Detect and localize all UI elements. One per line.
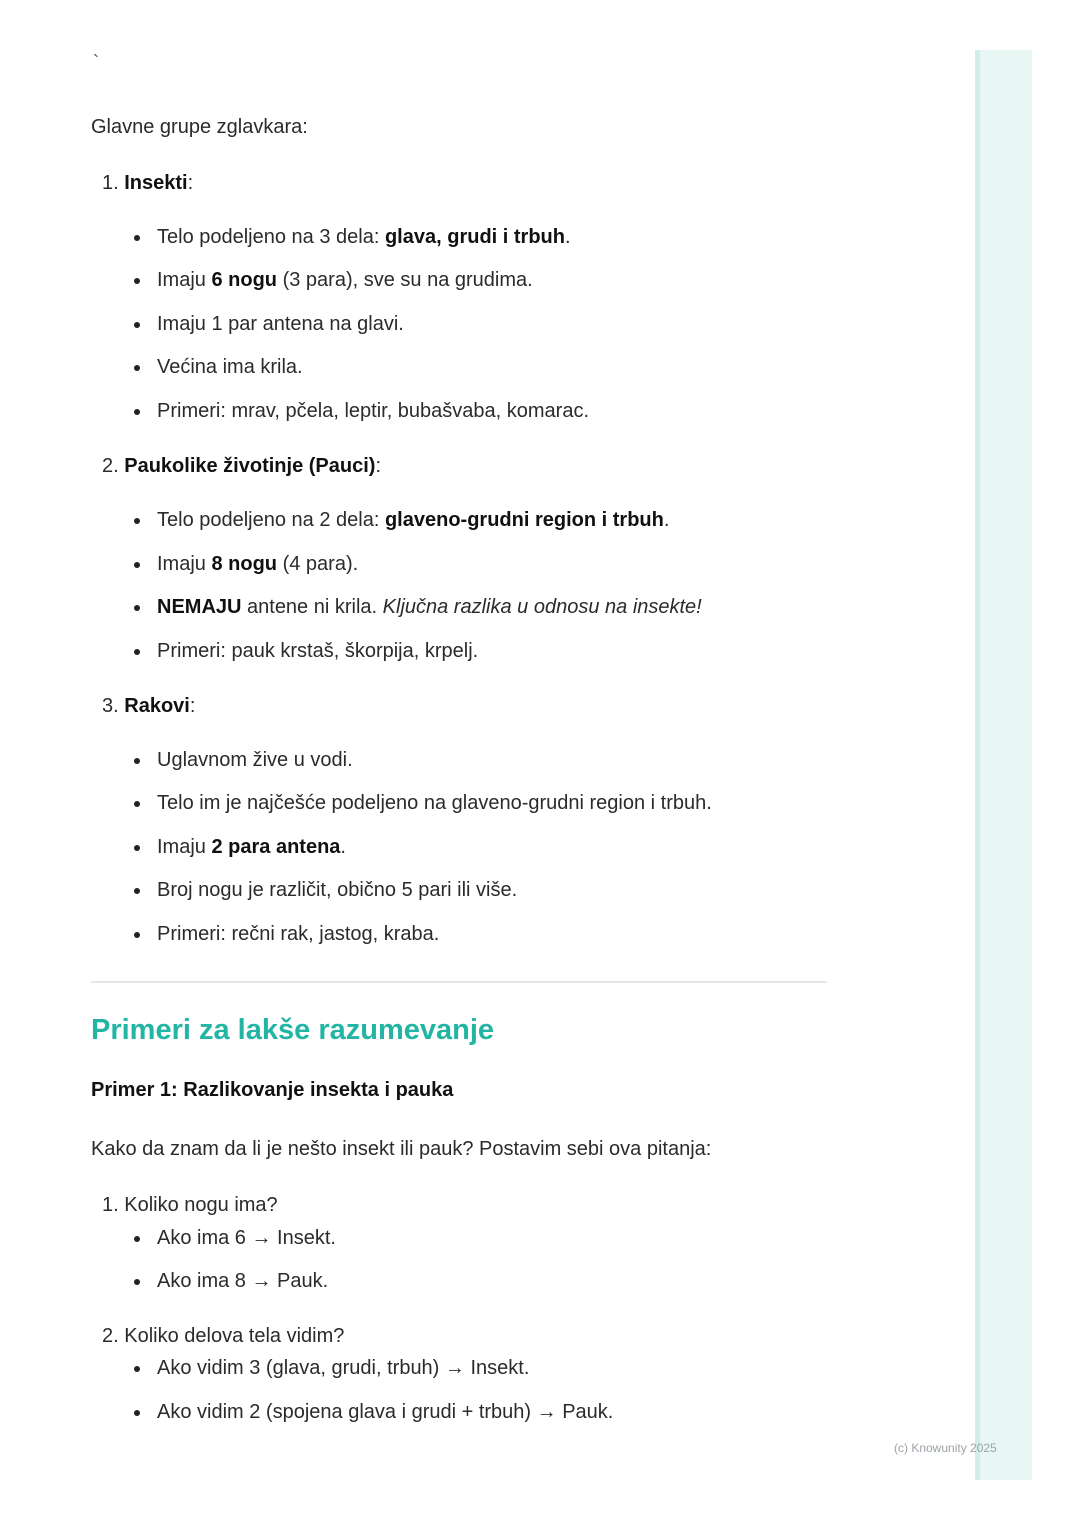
list-item: Uglavnom žive u vodi. (157, 749, 353, 771)
bullet-icon (134, 1410, 140, 1416)
list-item: Većina ima krila. (157, 356, 303, 378)
bullet-icon (134, 235, 140, 241)
item-text-post: (4 para). (277, 553, 359, 575)
list-item: Imaju 1 par antena na glavi. (157, 313, 404, 335)
item-italic-note: Ključna razlika u odnosu na insekte! (382, 596, 702, 618)
bullet-icon (134, 605, 140, 611)
group-3-heading (102, 695, 195, 718)
answer-item: Ako vidim 2 (spojena glava i grudi + trbuh) → Pauk. (157, 1401, 614, 1423)
bullet-icon (134, 1279, 140, 1285)
group-1-heading (102, 172, 193, 195)
item-bold: 2 para antena (211, 836, 341, 858)
item-text: Telo podeljeno na 2 dela: (157, 509, 385, 531)
group-2-colon: : (375, 455, 381, 477)
bullet-icon (134, 932, 140, 938)
side-panel (975, 50, 1032, 1480)
item-bold: glava, grudi i trbuh (384, 226, 565, 248)
example-intro: Kako da znam da li je nešto insekt ili pauk? Postavim sebi ova pitanja: (91, 1138, 712, 1160)
question-2 (102, 1325, 344, 1348)
group-2-title: Paukolike životinje (Pauci) (124, 455, 376, 477)
item-bold: 6 nogu (211, 269, 278, 291)
list-item (157, 596, 702, 619)
item-bold: glaveno-grudni region i trbuh (384, 509, 664, 531)
bullet-icon (134, 562, 140, 568)
group-1-number: 1. (102, 172, 119, 194)
list-item (157, 509, 669, 532)
item-text: Imaju (157, 269, 212, 291)
question-1 (102, 1194, 278, 1217)
bullet-icon (134, 365, 140, 371)
item-text: Imaju (157, 836, 212, 858)
item-text: Imaju (157, 553, 212, 575)
group-3-number: 3. (102, 695, 119, 717)
section-title: Primeri za lakše razumevanje (91, 1014, 495, 1046)
item-bold: NEMAJU (157, 596, 242, 618)
bullet-icon (134, 322, 140, 328)
bullet-icon (134, 278, 140, 284)
question-1-number: 1. (102, 1194, 119, 1216)
side-panel-edge (975, 50, 980, 1480)
list-item (157, 553, 358, 576)
group-2-number: 2. (102, 455, 119, 477)
bullet-icon (134, 518, 140, 524)
backtick-mark: ` (93, 52, 99, 72)
question-2-number: 2. (102, 1325, 119, 1347)
group-1-title: Insekti (124, 172, 188, 194)
group-1-colon: : (187, 172, 194, 194)
item-text-post: (3 para), sve su na grudima. (277, 269, 533, 291)
intro-text: Glavne grupe zglavkara: (91, 116, 308, 138)
list-item: Telo im je najčešće podeljeno na glaveno-grudni region i trbuh. (157, 792, 712, 814)
list-item: Primeri: mrav, pčela, leptir, bubašvaba, komarac. (157, 400, 590, 422)
group-3-title: Rakovi (124, 695, 190, 717)
bullet-icon (134, 409, 140, 415)
item-text-post: . (340, 836, 346, 858)
copyright-footer: (c) Knowunity 2025 (894, 1441, 997, 1455)
answer-item: Ako ima 6 → Insekt. (157, 1227, 336, 1249)
list-item (157, 226, 571, 249)
bullet-icon (134, 649, 140, 655)
section-divider (91, 981, 827, 983)
item-bold: 8 nogu (211, 553, 278, 575)
item-text: Telo podeljeno na 3 dela: (157, 226, 385, 248)
list-item (157, 836, 346, 859)
list-item (157, 269, 533, 292)
group-3-colon: : (189, 695, 196, 717)
list-item: Primeri: rečni rak, jastog, kraba. (157, 923, 440, 945)
list-item: Broj nogu je različit, obično 5 pari ili više. (157, 879, 518, 901)
bullet-icon (134, 888, 140, 894)
answer-item: Ako ima 8 → Pauk. (157, 1270, 329, 1292)
list-item: Primeri: pauk krstaš, škorpija, krpelj. (157, 640, 479, 662)
item-text-post: . (663, 509, 670, 531)
example-title: Primer 1: Razlikovanje insekta i pauka (91, 1079, 454, 1101)
group-2-heading (102, 455, 381, 478)
answer-item: Ako vidim 3 (glava, grudi, trbuh) → Insekt. (157, 1357, 530, 1379)
bullet-icon (134, 758, 140, 764)
bullet-icon (134, 801, 140, 807)
question-1-text: Koliko nogu ima? (124, 1194, 278, 1216)
bullet-icon (134, 845, 140, 851)
item-text-post: antene ni krila. (241, 596, 383, 618)
bullet-icon (134, 1236, 140, 1242)
item-text-post: . (564, 226, 571, 248)
bullet-icon (134, 1366, 140, 1372)
question-2-text: Koliko delova tela vidim? (124, 1325, 345, 1347)
